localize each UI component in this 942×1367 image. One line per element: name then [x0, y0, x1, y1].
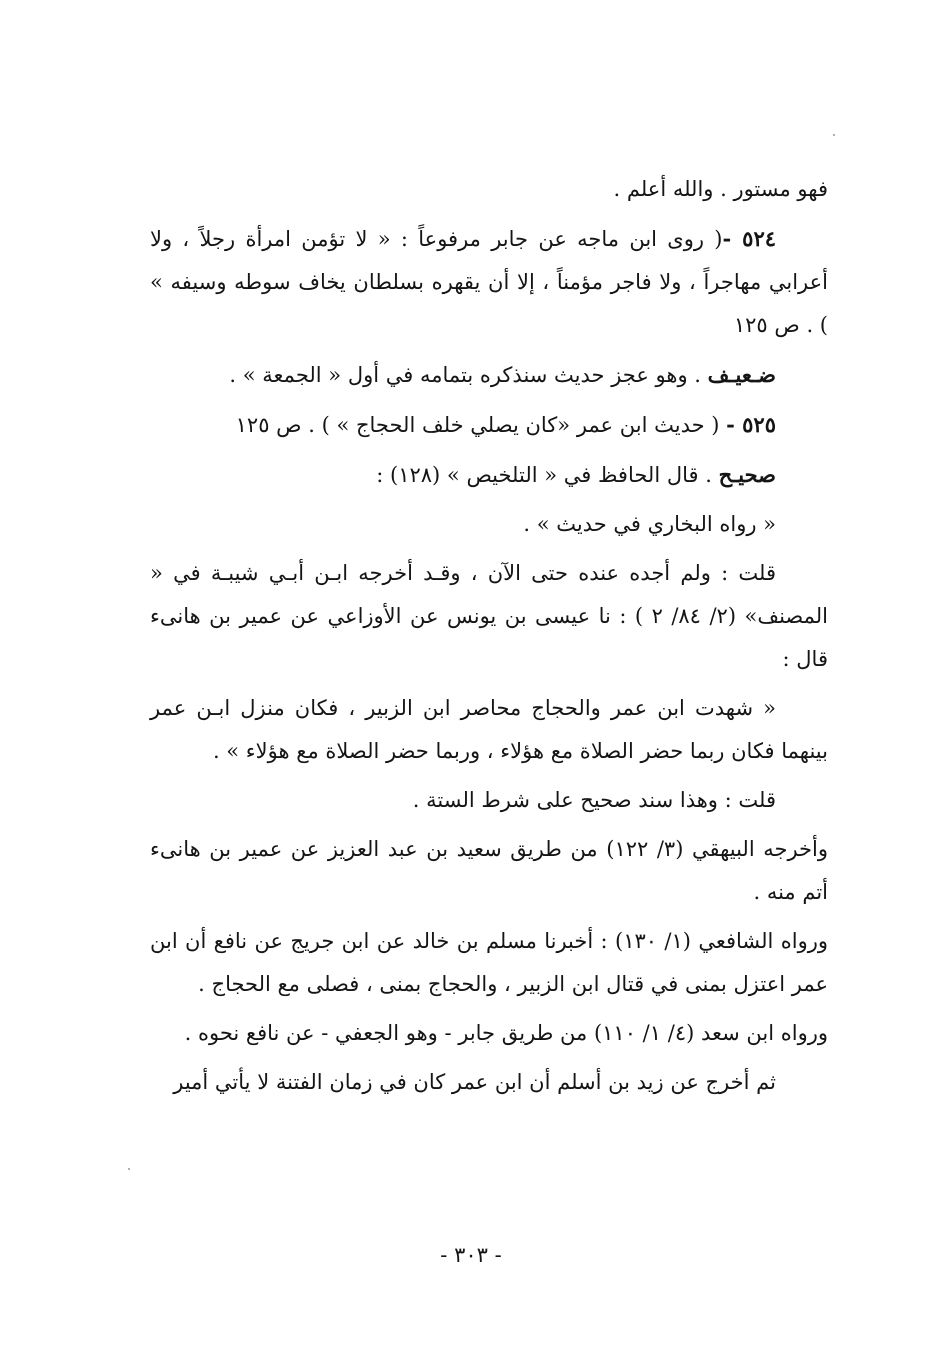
scan-speck — [128, 1168, 130, 1170]
hadith-text: ( روى ابن ماجه عن جابر مرفوعاً : « لا تؤمن امرأة رجلاً ، ولا أعرابي مهاجراً ، ولا فاجر مؤمناً ، إلا أن يقهره بسلطان يخاف سوطه وسيفه » ) . ص ١٢٥ — [150, 227, 828, 337]
hadith-number: ٥٢٤ - — [722, 226, 777, 251]
paragraph-text: قلت : وهذا سند صحيح على شرط الستة . — [412, 788, 776, 812]
paragraph-text: « شهدت ابن عمر والحجاج محاصر ابن الزبير ، فكان منزل ابـن عمر بينهما فكان ربما حضر الصلاة مع هؤلاء ، وربما حضر الصلاة مع هؤلاء » . — [150, 696, 828, 763]
page-number: - ٣٠٣ - — [440, 1243, 502, 1267]
paragraph-musannaf — [150, 552, 828, 681]
paragraph-closing-previous — [150, 168, 828, 211]
paragraph-isnad — [150, 779, 828, 822]
hadith-number: ٥٢٥ - — [726, 412, 776, 437]
grading-525 — [150, 453, 828, 497]
hadith-525 — [150, 403, 828, 447]
grading-text: . قال الحافظ في « التلخيص » (١٢٨) : — [376, 463, 719, 487]
hadith-grade: ضـعيـف — [707, 362, 776, 387]
paragraph-text: قلت : ولم أجده عنده حتى الآن ، وقـد أخرجه ابـن أبـي شيبـة في « المصنف» (٢/ ٨٤/ ٢ ) : نا عيسى بن يونس عن الأوزاعي عن عمير بن هانىء قال : — [150, 561, 828, 671]
quote-talkhis — [150, 503, 828, 546]
paragraph-bayhaqi — [150, 828, 828, 914]
paragraph-text: « رواه البخاري في حديث » . — [523, 512, 776, 536]
paragraph-shafii — [150, 920, 828, 1006]
paragraph-text: ثم أخرج عن زيد بن أسلم أن ابن عمر كان في زمان الفتنة لا يأتي أمير — [173, 1070, 776, 1094]
hadith-524 — [150, 217, 828, 347]
grading-524 — [150, 353, 828, 397]
paragraph-narration — [150, 687, 828, 773]
grading-text: . وهو عجز حديث سنذكره بتمامه في أول « الجمعة » . — [229, 363, 708, 387]
hadith-grade: صحيـح — [718, 462, 776, 487]
paragraph-text: وأخرجه البيهقي (٣/ ١٢٢) من طريق سعيد بن عبد العزيز عن عمير بن هانىء أتم منه . — [150, 837, 828, 904]
paragraph-text: ورواه ابن سعد (٤/ ١/ ١١٠) من طريق جابر - وهو الجعفي - عن نافع نحوه . — [184, 1021, 828, 1045]
paragraph-text: فهو مستور . والله أعلم . — [613, 177, 828, 201]
scan-speck — [833, 134, 835, 136]
paragraph-ibn-saad — [150, 1012, 828, 1055]
hadith-text: ( حديث ابن عمر «كان يصلي خلف الحجاج » ) . ص ١٢٥ — [235, 413, 727, 437]
body-text — [150, 168, 828, 1104]
paragraph-zayd — [150, 1061, 828, 1104]
paragraph-text: ورواه الشافعي (١/ ١٣٠) : أخبرنا مسلم بن خالد عن ابن جريج عن نافع أن ابن عمر اعتزل بمنى في قتال ابن الزبير ، والحجاج بمنى ، فصلى مع الحجاج . — [150, 929, 828, 996]
